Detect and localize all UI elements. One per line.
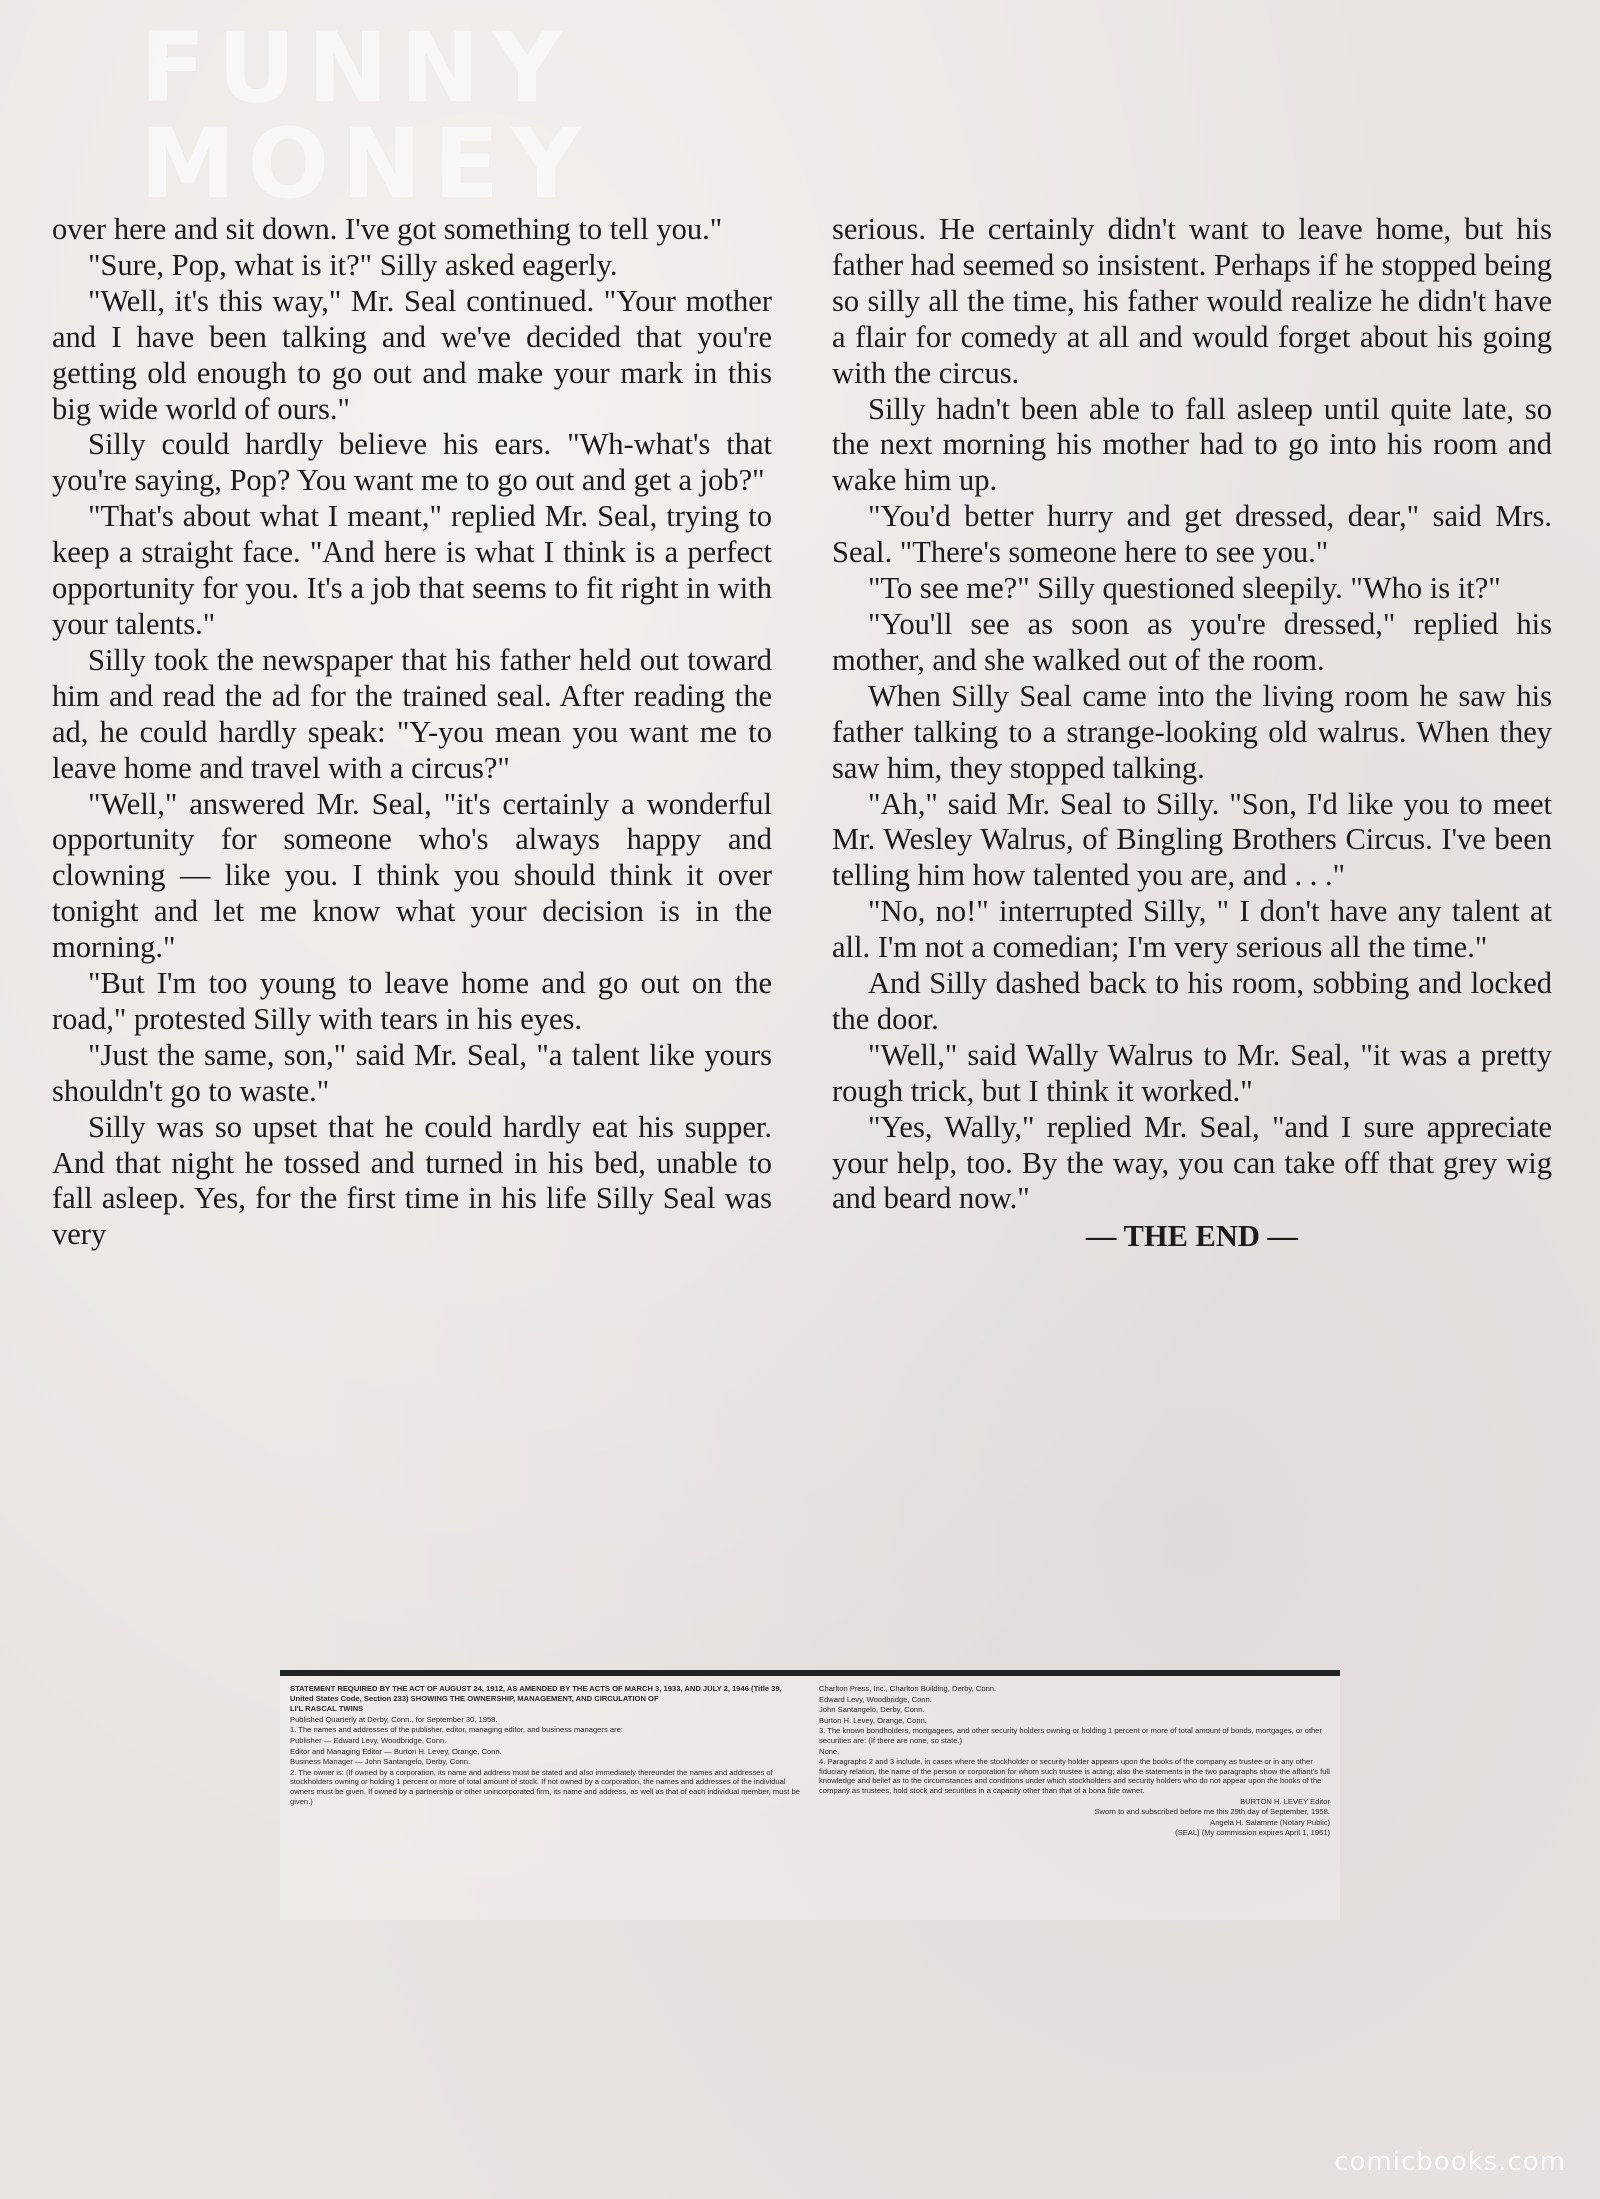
statement-line: 1. The names and addresses of the publisher, editor, managing editor, and business managers are: <box>290 1725 623 1735</box>
statement-line: BURTON H. LEVEY Editor <box>1240 1796 1330 1806</box>
story-paragraph: "Ah," said Mr. Seal to Silly. "Son, I'd like you to meet Mr. Wesley Walrus, of Bingling Brothers Circus. I've been telling him how talented you are, and . . ." <box>832 786 1552 893</box>
faded-background-art: FUNNY MONEY <box>140 12 593 220</box>
story-paragraph: over here and sit down. I've got something to tell you." <box>52 212 723 246</box>
story-paragraph: "No, no!" interrupted Silly, " I don't have any talent at all. I'm not a comedian; I'm very serious all the time." <box>832 894 1552 965</box>
ownership-statement <box>280 1670 1340 1920</box>
watermark-text: comicbooks.com <box>1334 2147 1566 2177</box>
statement-line: Edward Levy, Woodbridge, Conn. <box>819 1694 932 1704</box>
story-paragraph: "You'd better hurry and get dressed, dear," said Mrs. Seal. "There's someone here to see you." <box>832 499 1552 570</box>
statement-line: LI'L RASCAL TWINS <box>290 1704 364 1714</box>
statement-line: John Santangelo, Derby, Conn. <box>819 1705 925 1715</box>
statement-line: Sworn to and subscribed before me this 29th day of September, 1958. <box>1094 1807 1330 1817</box>
story-paragraph: Silly could hardly believe his ears. "Wh-what's that you're saying, Pop? You want me to go out and get a job?" <box>52 427 772 498</box>
statement-line: 3. The known bondholders, mortgagees, and other security holders owning or holding 1 percent or more of total amount of bonds, mortgages, or other securities are: (If there are none, so state.) <box>819 1726 1323 1745</box>
story-paragraph: And Silly dashed back to his room, sobbing and locked the door. <box>832 966 1552 1036</box>
statement-line: None. <box>819 1746 840 1756</box>
statement-column-right <box>819 1684 1330 1914</box>
statement-column-left <box>290 1684 801 1914</box>
statement-line: 4. Paragraphs 2 and 3 include, in cases where the stockholder or security holder appears upon the books of the company as trustee or in any other fiduciary relation, the name of the person or corporation for whom such trustee is acting; also the statements in the two paragraphs show the affiant's full knowledge and belief as to the circumstances and conditions under which stockholders and security holders who do not appear upon the books of the company as trustees, hold stock and securities in a capacity other than that of a bona fide owner. <box>819 1757 1330 1795</box>
story-paragraph: "But I'm too young to leave home and go out on the road," protested Silly with tears in his eyes. <box>52 966 772 1036</box>
story-paragraph: "You'll see as soon as you're dressed," replied his mother, and she walked out of the room. <box>832 606 1552 677</box>
story-paragraph: "Well, it's this way," Mr. Seal continued. "Your mother and I have been talking and we've decided that you're getting old enough to go out and make your mark in this big wide world of ours." <box>52 283 772 426</box>
story-paragraph: "Well," said Wally Walrus to Mr. Seal, "it was a pretty rough trick, but I think it worked." <box>832 1037 1552 1108</box>
statement-line: STATEMENT REQUIRED BY THE ACT OF AUGUST 24, 1912, AS AMENDED BY THE ACTS OF MARCH 3, 1933, AND JULY 2, 1946 (Title 39, United States Code, Section 233) SHOWING THE OWNERSHIP, MANAGEMENT, AND CIRCULATION OF <box>290 1684 782 1703</box>
the-end-label: — THE END — <box>1085 1219 1299 1254</box>
story-column-right <box>832 212 1552 1255</box>
story-paragraph: "Yes, Wally," replied Mr. Seal, "and I sure appreciate your help, too. By the way, you can take off that grey wig and beard now." <box>832 1109 1552 1216</box>
statement-line: 2. The owner is: (If owned by a corporation, its name and address must be stated and also immediately thereunder the names and addresses of stockholders owning or holding 1 percent or more of total amount of stock. If not owned by a corporation, the names and addresses of the individual owners must be given. If owned by a partnership or other unincorporated firm, its name and address, as well as that of each individual member, must be given.) <box>290 1767 800 1806</box>
statement-line: Publisher — Edward Levy, Woodbridge, Conn. <box>290 1735 447 1745</box>
story-paragraph: "Sure, Pop, what is it?" Silly asked eagerly. <box>88 247 618 282</box>
story-paragraph: Silly hadn't been able to fall asleep until quite late, so the next morning his mother had to go into his room and wake him up. <box>832 391 1552 498</box>
story-paragraph: "That's about what I meant," replied Mr. Seal, trying to keep a straight face. "And here is what I think is a perfect opportunity for you. It's a job that seems to fit right in with your talents." <box>52 499 772 641</box>
story-paragraph: "To see me?" Silly questioned sleepily. "Who is it?" <box>868 571 1501 606</box>
statement-line: (SEAL) (My commission expires April 1, 1961) <box>1175 1828 1330 1838</box>
story-paragraph: When Silly Seal came into the living room he saw his father talking to a strange-looking old walrus. When they saw him, they stopped talking. <box>832 678 1552 785</box>
statement-line: Published Quarterly at Derby, Conn., for September 30, 1958. <box>290 1714 498 1724</box>
story-paragraph: Silly was so upset that he could hardly eat his supper. And that night he tossed and turned in his bed, unable to fall asleep. Yes, for the first time in his life Silly Seal was very <box>52 1109 772 1252</box>
story-paragraph: Silly took the newspaper that his father held out toward him and read the ad for the trained seal. After reading the ad, he could hardly speak: "Y-you mean you want me to leave home and travel with a circus?" <box>52 642 772 785</box>
statement-line: Business Manager — John Santangelo, Derby, Conn. <box>290 1757 471 1767</box>
statement-line: Editor and Managing Editor — Burton H. Levey, Orange, Conn. <box>290 1746 502 1756</box>
statement-line: Charlton Press, Inc., Charlton Building, Derby, Conn. <box>819 1684 997 1693</box>
statement-line: Angela H. Salamme (Notary Public) <box>1210 1817 1330 1827</box>
story-column-left <box>52 212 772 1253</box>
story-paragraph: serious. He certainly didn't want to leave home, but his father had seemed so insistent. Perhaps if he stopped being so silly all the time, his father would realize he didn't have a flair for comedy at all and would forget about his going with the circus. <box>832 212 1552 390</box>
story-paragraph: "Just the same, son," said Mr. Seal, "a talent like yours shouldn't go to waste." <box>52 1037 772 1108</box>
story-paragraph: "Well," answered Mr. Seal, "it's certainly a wonderful opportunity for someone who's always happy and clowning — like you. I think you should think it over tonight and let me know what your decision is in the morning." <box>52 786 772 965</box>
statement-line: Burton H. Levey, Orange, Conn. <box>819 1715 927 1725</box>
